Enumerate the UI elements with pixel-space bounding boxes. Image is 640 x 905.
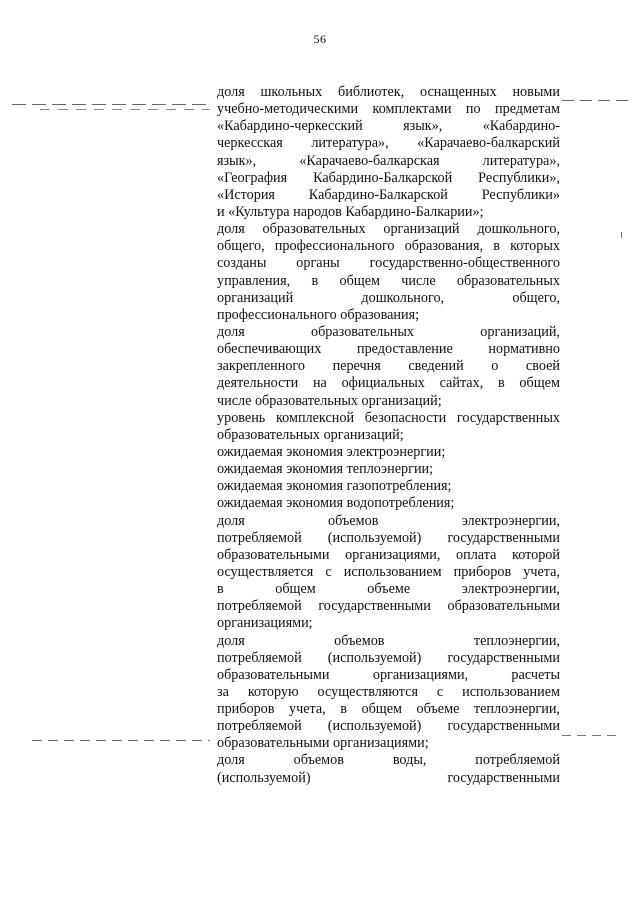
- word: государственными: [447, 649, 560, 666]
- word: (используемой): [327, 529, 422, 546]
- word: теплоэнергии,: [473, 701, 560, 718]
- word: язык»,: [217, 152, 257, 169]
- text-line: [217, 358, 560, 375]
- word: закрепленного: [217, 358, 305, 375]
- text-line: [217, 752, 560, 769]
- text-line: [217, 718, 560, 735]
- word: профессионального: [274, 238, 395, 255]
- word: организациями,: [345, 546, 441, 563]
- text-line: [217, 633, 560, 650]
- word: общем: [339, 272, 380, 289]
- word: потребляемой: [217, 598, 302, 615]
- text-line: [217, 530, 560, 547]
- word: электроэнергии,: [461, 512, 560, 529]
- word: с: [436, 683, 444, 700]
- text-line: [217, 375, 560, 392]
- text-line: организациями;: [217, 615, 313, 632]
- word: созданы: [217, 255, 267, 272]
- word: органы: [296, 255, 340, 272]
- text-line: [217, 341, 560, 358]
- text-line: [217, 513, 560, 530]
- word: государственных: [456, 409, 560, 426]
- word: которой: [512, 546, 560, 563]
- word: язык»,: [403, 118, 443, 135]
- word: организаций: [217, 289, 294, 306]
- word: которых: [510, 238, 560, 255]
- word: образовательными: [217, 666, 330, 683]
- text-line: [217, 650, 560, 667]
- word: объеме: [416, 701, 460, 718]
- word: государственными: [447, 529, 560, 546]
- text-line: [217, 598, 560, 615]
- word: осуществляются: [317, 683, 418, 700]
- text-line: [217, 238, 560, 255]
- word: потребляемой: [217, 718, 302, 735]
- word: комплектами: [372, 101, 452, 118]
- word: дошкольного,: [477, 221, 560, 238]
- text-line: [217, 135, 560, 152]
- text-line: [217, 118, 560, 135]
- word: использованием: [343, 563, 442, 580]
- text-line: [217, 290, 560, 307]
- word: общем: [519, 375, 560, 392]
- word: библиотек,: [338, 84, 405, 100]
- word: объемов: [293, 752, 344, 769]
- text-line: ожидаемая экономия водопотребления;: [217, 495, 455, 512]
- scan-artifact-top-left: [12, 104, 212, 105]
- scan-artifact-bottom-left: [32, 740, 210, 741]
- word: объемов: [328, 512, 379, 529]
- word: доля: [217, 221, 245, 238]
- word: предметам: [495, 101, 560, 118]
- word: обеспечивающих: [217, 341, 322, 358]
- text-line: [217, 255, 560, 272]
- text-line: [217, 84, 560, 101]
- word: официальных: [341, 375, 425, 392]
- text-line: [217, 153, 560, 170]
- word: организаций,: [480, 323, 560, 340]
- word: сведений: [408, 358, 464, 375]
- word: предоставление: [356, 341, 453, 358]
- word: на: [312, 375, 327, 392]
- word: «История: [217, 186, 275, 203]
- word: организаций: [383, 221, 460, 238]
- word: объеме: [367, 581, 411, 598]
- scan-artifact-top-left-2: [40, 109, 210, 110]
- word: образовательными: [447, 598, 560, 615]
- word: «Карачаево-балкарский: [417, 135, 560, 152]
- text-line: [217, 101, 560, 118]
- word: доля: [217, 752, 245, 769]
- word: которую: [247, 683, 299, 700]
- word: государственными: [447, 769, 560, 786]
- word: объемов: [334, 632, 385, 649]
- body-text: [217, 84, 560, 787]
- word: общего,: [512, 289, 560, 306]
- word: образовательных: [262, 221, 366, 238]
- word: оплата: [456, 546, 497, 563]
- word: осуществляется: [217, 563, 314, 580]
- scan-artifact-top-right: [562, 100, 628, 101]
- word: в: [497, 375, 505, 392]
- word: общем: [361, 701, 402, 718]
- word: «Кабардино-черкесский: [217, 118, 363, 135]
- word: расчеты: [511, 666, 560, 683]
- text-line: [217, 701, 560, 718]
- word: теплоэнергии,: [473, 632, 560, 649]
- word: воды,: [392, 752, 427, 769]
- text-line: числе образовательных организаций;: [217, 392, 442, 409]
- word: Кабардино-Балкарской: [308, 186, 448, 203]
- word: деятельности: [217, 375, 299, 392]
- word: образовательными: [217, 546, 330, 563]
- text-line: ожидаемая экономия электроэнергии;: [217, 443, 446, 460]
- word: комплексной: [275, 409, 355, 426]
- text-line: [217, 547, 560, 564]
- text-line: [217, 410, 560, 427]
- word: использованием: [462, 683, 560, 700]
- word: «География: [217, 169, 288, 186]
- text-line: [217, 221, 560, 238]
- text-line: [217, 564, 560, 581]
- word: (используемой): [327, 718, 422, 735]
- word: своей: [525, 358, 560, 375]
- word: (используемой): [327, 649, 422, 666]
- word: образования,: [404, 238, 484, 255]
- word: безопасности: [364, 409, 447, 426]
- word: нормативно: [488, 341, 560, 358]
- text-line: [217, 684, 560, 701]
- text-line: образовательными организациями;: [217, 735, 429, 752]
- word: за: [217, 683, 229, 700]
- text-line: [217, 581, 560, 598]
- scan-artifact-bottom-right: [562, 735, 622, 736]
- word: черкесская: [217, 135, 283, 152]
- page-number: 56: [313, 32, 327, 46]
- word: государственно-общественного: [369, 255, 560, 272]
- word: учебно-методическими: [217, 101, 359, 118]
- word: общего,: [217, 238, 265, 255]
- word: Кабардино-Балкарской: [313, 169, 453, 186]
- word: в: [217, 581, 224, 598]
- word: государственными: [447, 718, 560, 735]
- word: электроэнергии,: [461, 581, 560, 598]
- word: оснащенных: [420, 84, 497, 100]
- word: образовательных: [456, 272, 560, 289]
- word: приборов: [453, 563, 512, 580]
- word: Республики»: [481, 186, 560, 203]
- word: доля: [217, 632, 245, 649]
- text-line: профессионального образования;: [217, 306, 420, 323]
- word: «Карачаево-балкарская: [299, 152, 440, 169]
- word: доля: [217, 512, 245, 529]
- word: числе: [401, 272, 436, 289]
- word: в: [311, 272, 319, 289]
- text-line: [217, 187, 560, 204]
- word: организациями,: [372, 666, 469, 683]
- word: «Кабардино-: [482, 118, 560, 135]
- word: с: [325, 563, 332, 580]
- word: учета,: [289, 701, 326, 718]
- text-line: [217, 273, 560, 290]
- word: доля: [217, 323, 245, 340]
- word: Республики»,: [478, 169, 560, 186]
- text-line: [217, 667, 560, 684]
- word: общем: [275, 581, 316, 598]
- word: образовательных: [310, 323, 415, 340]
- word: о: [491, 358, 499, 375]
- word: литература»,: [311, 135, 389, 152]
- word: перечня: [332, 358, 381, 375]
- word: новыми: [512, 84, 560, 100]
- word: (используемой): [217, 769, 311, 786]
- word: приборов: [217, 701, 275, 718]
- word: в: [493, 238, 500, 255]
- word: уровень: [217, 409, 266, 426]
- word: литература»,: [482, 152, 560, 169]
- word: доля: [217, 84, 245, 100]
- text-line: [217, 170, 560, 187]
- word: дошкольного,: [361, 289, 445, 306]
- text-line: ожидаемая экономия газопотребления;: [217, 478, 452, 495]
- text-line: [217, 770, 560, 787]
- scan-artifact-right-mark: [621, 232, 622, 238]
- word: в: [340, 701, 347, 718]
- text-line: образовательных организаций;: [217, 426, 404, 443]
- word: потребляемой: [217, 649, 302, 666]
- text-line: ожидаемая экономия теплоэнергии;: [217, 461, 434, 478]
- word: государственными: [318, 598, 431, 615]
- text-line: и «Культура народов Кабардино-Балкарии»;: [217, 203, 484, 220]
- word: потребляемой: [475, 752, 560, 769]
- text-line: [217, 324, 560, 341]
- word: учета,: [523, 563, 560, 580]
- word: управления,: [217, 272, 291, 289]
- word: потребляемой: [217, 529, 302, 546]
- word: школьных: [260, 84, 323, 100]
- word: по: [465, 101, 481, 118]
- word: сайтах,: [439, 375, 484, 392]
